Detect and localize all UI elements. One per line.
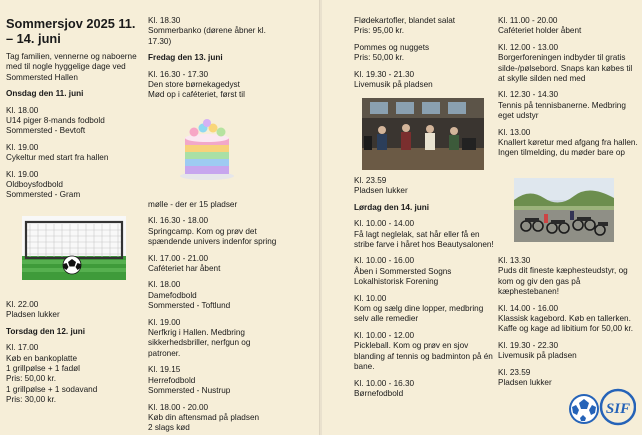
- event-text: Borgerforeningen indbyder til gratis silde-/pølsebord. Snaps kan købes til at skylle silden ned med: [498, 53, 633, 84]
- event-time: Kl. 13.00: [498, 127, 531, 137]
- event-text: Tennis på tennisbanerne. Medbring eget udstyr: [498, 100, 626, 121]
- football-goal-image: [22, 216, 126, 280]
- event-text: 1 grillpølse + 1 fadøl: [6, 364, 80, 374]
- event-text: Mød op i caféteriet, først til: [148, 90, 245, 100]
- right-column-1: [354, 16, 494, 90]
- event-time: Kl. 10.00: [354, 293, 387, 303]
- torsdag-time: Kl. 17.00: [6, 343, 39, 353]
- event-text: Caféteriet har åbent: [148, 264, 221, 274]
- event-text: Sommersted - Gram: [6, 190, 81, 200]
- event-text: Klassisk kagebord. Køb en tallerken. Kaffe og kage ad libitium for 50,00 kr.: [498, 314, 634, 334]
- onsdag-events: [6, 106, 144, 201]
- event-time: Kl. 19.00: [148, 317, 181, 327]
- event-time: Kl. 23.59: [354, 176, 387, 185]
- event-text: Sommersted - Nustrup: [148, 386, 231, 396]
- event-time: Kl. 12.30 - 14.30: [498, 90, 559, 100]
- col2-after-events: [498, 256, 638, 388]
- event-time: Kl. 18.30: [148, 16, 181, 25]
- menu-text: Pommes og nuggets: [354, 42, 430, 52]
- event-text: Pladsen lukker: [498, 378, 552, 388]
- event-text: Få lagt neglelak, sat hår eller få en stribe farve i håret hos Beautysalonen!: [354, 229, 494, 250]
- event-text: Pris: 50,00 kr.: [6, 374, 57, 384]
- event-text: Åben i Sommersted Sogns: [354, 266, 452, 276]
- event-text: Børnefodbold: [354, 388, 404, 398]
- left-column-2-bottom: [148, 200, 280, 434]
- event-text: Sommerbanko (dørene åbner kl. 17.30): [148, 26, 266, 46]
- event-text: U14 piger 8-mands fodbold: [6, 116, 105, 126]
- event-text: Cykeltur med start fra hallen: [6, 153, 109, 163]
- event-text: 1 grillpølse + 1 sodavand: [6, 384, 98, 394]
- event-time: Kl. 18.00 - 20.00: [148, 402, 209, 412]
- left-column-1: [6, 16, 144, 201]
- event-time: Kl. 19.00: [6, 142, 39, 152]
- event-time: Kl. 18.00: [148, 280, 181, 290]
- right-column-2-bottom: [498, 256, 638, 388]
- rainbow-cake-image: [176, 112, 238, 182]
- event-text: Springcamp. Kom og prøv det spændende univers indenfor spring: [148, 226, 277, 247]
- mopeds-photo: [514, 178, 614, 242]
- fredag-heading: Fredag den 13. juni: [148, 53, 223, 63]
- col2-events: [498, 16, 638, 159]
- event-time: Kl. 10.00 - 12.00: [354, 330, 415, 340]
- right-page: [322, 0, 642, 435]
- menu-price: Pris: 95,00 kr.: [354, 26, 405, 36]
- event-time: Kl. 19.30 - 21.30: [354, 69, 415, 79]
- intro-text: Tag familien, vennerne og naboerne med til nogle hyggelige dage ved Sommersted Hallen: [6, 52, 137, 82]
- left-column-1-bottom: [6, 300, 144, 406]
- event-text: Herrefodbold: [148, 375, 196, 385]
- event-time: Kl. 23.59: [498, 367, 531, 377]
- menu-text: Flødekartofler, blandet salat: [354, 16, 456, 25]
- event-text: Caféteriet holder åbent: [498, 26, 582, 36]
- event-text: Knallert køretur med afgang fra hallen. Ingen tilmelding, du møder bare op: [498, 138, 638, 158]
- menu-price: Pris: 50,00 kr.: [354, 53, 405, 63]
- event-text: mølle - der er 15 pladser: [148, 200, 238, 209]
- event-time: Kl. 11.00 - 20.00: [498, 16, 558, 25]
- page-title: Sommersjov 2025 11. – 14. juni: [6, 16, 136, 46]
- left-page: [0, 0, 320, 435]
- event-time: Kl. 12.00 - 13.00: [498, 42, 559, 52]
- event-time: Kl. 16.30 - 17.30: [148, 69, 209, 79]
- event-text: Køb din aftensmad på pladsen: [148, 412, 260, 422]
- logo-text: SIF: [605, 401, 631, 417]
- club-logo: [566, 385, 636, 429]
- event-time: Kl. 10.00 - 16.00: [354, 256, 415, 266]
- event-text: Sommersted - Bevtoft: [6, 126, 86, 136]
- event-text: Sommersted - Toftlund: [148, 301, 231, 311]
- fredag-events: [148, 216, 280, 433]
- event-text: Livemusik på pladsen: [354, 80, 433, 90]
- event-text: Den store børnekagedyst: [148, 80, 240, 90]
- event-time: Kl. 17.00 - 21.00: [148, 253, 209, 263]
- lordag-events: [354, 219, 494, 399]
- event-time: Kl. 10.00 - 14.00: [354, 219, 415, 229]
- event-text: Køb en bankoplatte: [6, 353, 78, 363]
- event-text: Nerfkrig i Hallen. Medbring sikkerhedsbriller, nerfgun og patroner.: [148, 328, 251, 358]
- event-text: 2 slags kød: [148, 423, 190, 433]
- event-time: Kl. 22.00: [6, 300, 39, 309]
- left-column-2: [148, 16, 280, 101]
- right-column-1-bottom: [354, 176, 494, 399]
- event-text: Pladsen lukker: [6, 310, 60, 320]
- event-text: Lokalhistorisk Forening: [354, 277, 439, 287]
- torsdag-heading: Torsdag den 12. juni: [6, 326, 86, 336]
- event-time: Kl. 19.15: [148, 365, 181, 375]
- lordag-heading: Lørdag den 14. juni: [354, 202, 430, 212]
- event-time: Kl. 10.00 - 16.30: [354, 378, 415, 388]
- event-text: Kom og sælg dine lopper, medbring selv alle remedier: [354, 304, 484, 324]
- torsdag-lines: [6, 354, 144, 406]
- right-column-2: [498, 16, 638, 159]
- event-time: Kl. 16.30 - 18.00: [148, 216, 209, 226]
- event-time: Kl. 19.30 - 22.30: [498, 340, 559, 350]
- onsdag-heading: Onsdag den 11. juni: [6, 89, 84, 99]
- event-time: Kl. 18.00: [6, 105, 39, 115]
- event-time: Kl. 14.00 - 16.00: [498, 303, 559, 313]
- event-text: Livemusik på pladsen: [498, 351, 577, 361]
- event-time: Kl. 13.30: [498, 256, 531, 265]
- event-text: Damefodbold: [148, 290, 197, 300]
- event-text: Oldboysfodbold: [6, 180, 63, 190]
- event-time: Kl. 19.00: [6, 169, 39, 179]
- event-text: Pris: 30,00 kr.: [6, 395, 57, 405]
- event-text: Puds dit fineste kæphesteudstyr, og kom og giv den gas på kæphestebanen!: [498, 266, 628, 297]
- event-text: Pladsen lukker: [354, 186, 408, 196]
- event-text: Pickleball. Kom og prøv en sjov blanding af tennis og badminton på én bane.: [354, 341, 493, 372]
- live-music-photo: [362, 98, 484, 170]
